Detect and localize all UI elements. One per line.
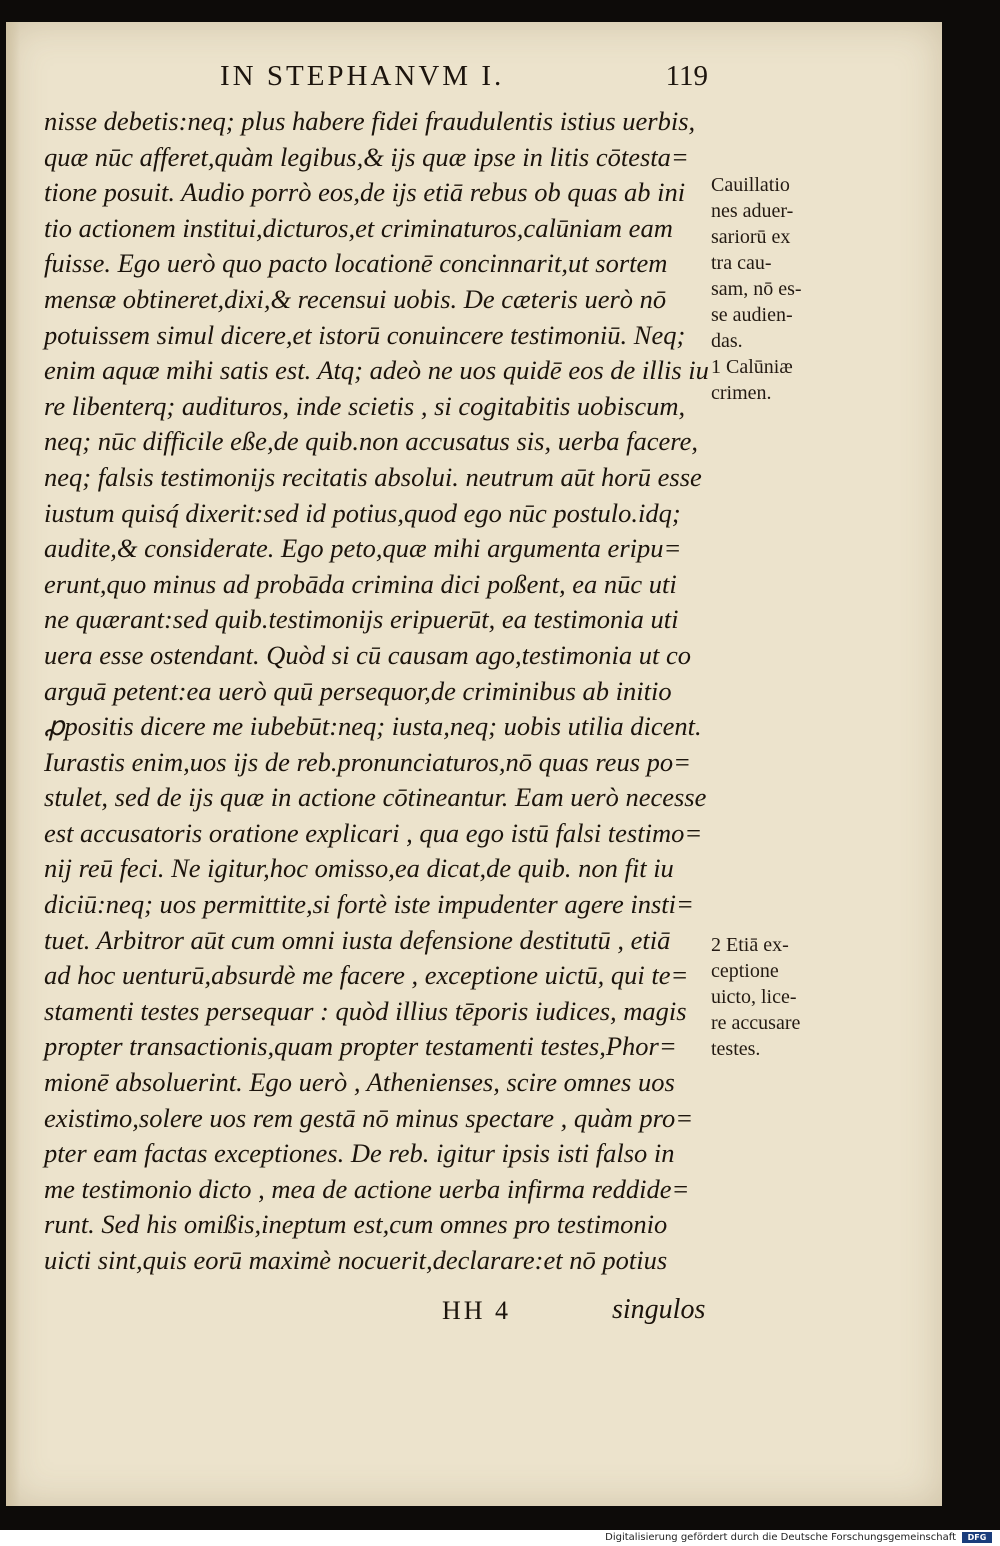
catchword: singulos xyxy=(612,1294,706,1325)
text-line: nisse debetis:neq; plus habere fidei fraudulentis istius uerbis, xyxy=(44,106,696,136)
marginal-note-line: uicto, lice- xyxy=(711,986,797,1008)
text-line: quæ nūc afferet,quàm legibus,& ijs quæ ipse in litis cōtesta= xyxy=(44,141,689,172)
text-line: diciū:neq; uos permittite,si fortè iste impudenter agere insti= xyxy=(44,889,694,920)
marginal-note-1 xyxy=(711,172,846,406)
text-line: arguā petent:ea uerò quū persequor,de criminibus ab initio xyxy=(44,675,672,706)
text-line: mensæ obtineret,dixi,& recensui uobis. De cæteris uerò nō xyxy=(44,283,667,314)
marginal-note-line: se audien- xyxy=(711,304,793,326)
funding-credit: Digitalisierung gefördert durch die Deutsche Forschungsgemeinschaft xyxy=(605,1532,956,1543)
text-line: neq; nūc difficile eße,de quib.non accusatus sis, uerba facere, xyxy=(44,426,698,457)
text-line: enim aquæ mihi satis est. Atq; adeò ne uos quidē eos de illis iu xyxy=(44,355,709,386)
marginal-note-line: ceptione xyxy=(711,960,779,982)
book-page xyxy=(6,22,942,1506)
marginal-note-2 xyxy=(711,932,846,1062)
signature-mark: HH 4 xyxy=(442,1296,512,1325)
marginal-note-line: re accusare xyxy=(711,1012,801,1034)
text-line: Iurastis enim,uos ijs de reb.pronunciaturos,nō quas reus po= xyxy=(44,746,692,777)
running-head-title: IN STEPHANVM I. xyxy=(220,60,505,92)
marginal-note-line: das. xyxy=(711,330,743,352)
text-line: stulet, sed de ijs quæ in actione cōtineantur. Eam uerò necesse xyxy=(44,782,707,813)
folio-number: 119 xyxy=(665,60,708,92)
main-text-block xyxy=(44,104,712,1279)
text-line: ad hoc uenturū,absurdè me facere , exceptione uictū, qui te= xyxy=(44,960,689,991)
text-line: uera esse ostendant. Quòd si cū causam ago,testimonia ut co xyxy=(44,639,691,670)
text-line: mionē absoluerint. Ego uerò , Athenienses, scire omnes uos xyxy=(44,1067,675,1098)
text-line: tio actionem institui,dicturos,et criminaturos,calūniam eam xyxy=(44,212,673,243)
text-line: uicti sint,quis eorū maximè nocuerit,declarare:et nō potius xyxy=(44,1245,668,1275)
text-line: ꝓpositis dicere me iubebūt:neq; iusta,neq; uobis utilia dicent. xyxy=(44,711,702,742)
text-line: existimo,solere uos rem gestā nō minus spectare , quàm pro= xyxy=(44,1102,694,1133)
text-line: audite,& considerate. Ego peto,quæ mihi argumenta eripu= xyxy=(44,533,682,564)
marginal-note-line: 2 Etiā ex- xyxy=(711,934,789,956)
text-line: neq; falsis testimonijs recitatis absolui. neutrum aūt horū esse xyxy=(44,461,702,492)
running-head xyxy=(206,60,726,100)
marginal-note-line: crimen. xyxy=(711,382,772,404)
page-foot xyxy=(6,1296,942,1336)
text-line: ne quærant:sed quib.testimonijs eripuerūt, ea testimonia uti xyxy=(44,604,679,635)
text-line: iustum quisq́ dixerit:sed id potius,quod ego nūc postulo.idq; xyxy=(44,497,681,528)
marginal-note-line: Cauillatio xyxy=(711,174,790,196)
text-line: me testimonio dicto , mea de actione uerba infirma reddide= xyxy=(44,1173,690,1204)
text-line: fuisse. Ego uerò quo pacto locationē concinnarit,ut sortem xyxy=(44,248,668,279)
text-line: tuet. Arbitror aūt cum omni iusta defensione destitutū , etiā xyxy=(44,924,671,955)
marginal-note-line: sariorū ex xyxy=(711,226,791,248)
text-line: stamenti testes persequar : quòd illius tēporis iudices, magis xyxy=(44,995,687,1026)
marginal-note-line: tra cau- xyxy=(711,252,772,274)
dfg-logo: DFG xyxy=(962,1532,992,1543)
text-line: re libenterq; audituros, inde scietis , si cogitabitis uobiscum, xyxy=(44,390,686,421)
marginal-note-line: sam, nō es- xyxy=(711,278,802,300)
text-line: pter eam factas exceptiones. De reb. igitur ipsis isti falso in xyxy=(44,1138,675,1169)
marginal-note-line: testes. xyxy=(711,1038,761,1060)
text-line: propter transactionis,quam propter testamenti testes,Phor= xyxy=(44,1031,677,1062)
digitization-footer xyxy=(0,1530,1000,1546)
text-line: erunt,quo minus ad probāda crimina dici poßent, ea nūc uti xyxy=(44,568,677,599)
text-line: nij reū feci. Ne igitur,hoc omisso,ea dicat,de quib. non fit iu xyxy=(44,853,674,884)
marginal-note-line: 1 Calūniæ xyxy=(711,356,793,378)
text-line: est accusatoris oratione explicari , qua ego istū falsi testimo= xyxy=(44,817,703,848)
text-line: potuissem simul dicere,et istorū conuincere testimoniū. Neq; xyxy=(44,319,686,350)
text-line: tione posuit. Audio porrò eos,de ijs etiā rebus ob quas ab ini xyxy=(44,177,686,208)
text-line: runt. Sed his omißis,ineptum est,cum omnes pro testimonio xyxy=(44,1209,668,1240)
page-gutter-shadow xyxy=(6,22,20,1506)
marginal-note-line: nes aduer- xyxy=(711,200,794,222)
